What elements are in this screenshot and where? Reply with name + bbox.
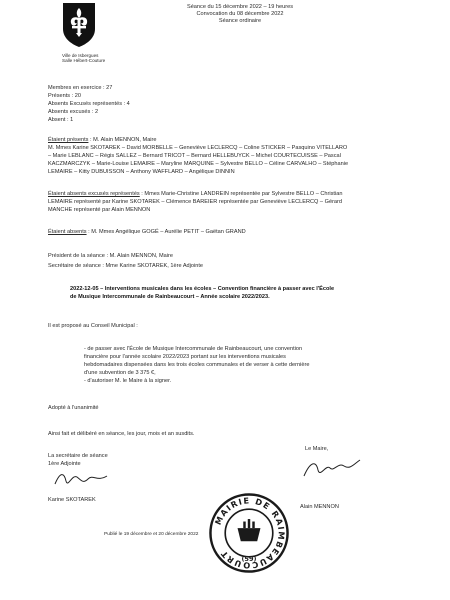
- mayor-signature: [300, 456, 364, 482]
- session-secretary: Secrétaire de séance : Mme Karine SKOTAREK, 1ère Adjointe: [48, 263, 204, 269]
- proposal-intro: Il est proposé au Conseil Municipal :: [48, 323, 138, 329]
- absents-label: Étaient absents: [48, 229, 87, 235]
- svg-text:(59): (59): [241, 554, 257, 563]
- vote-result: Adopté à l'unanimité: [48, 405, 99, 411]
- excused-label: Étaient absents excusés représentés: [48, 191, 140, 197]
- absent-count: Absent : 1: [48, 117, 74, 123]
- members-count: Membres en exercice : 27: [48, 85, 113, 91]
- publication-note: Publié le 19 décembre et 20 décembre 2022: [104, 532, 199, 537]
- session-type: Séance ordinaire: [218, 18, 262, 24]
- convocation-date: Convocation du 08 décembre 2022: [196, 11, 284, 17]
- presents-line-2: M. Mmes Karine SKOTAREK – David MORBELLE – Geneviève LECLERCQ – Coline STICKER – Pasquino VITELLARO: [48, 145, 348, 151]
- secretary-signature-title: La secrétaire de séance: [48, 453, 108, 459]
- resolution-title-1: 2022-12-05 – Interventions musicales dans les écoles – Convention financière à passer avec l'École: [70, 286, 335, 292]
- session-president: Président de la séance : M. Alain MENNON, Maire: [48, 253, 173, 259]
- resolution-title-2: de Musique Intercommunale de Rainbeaucourt – Année scolaire 2022/2023.: [70, 294, 270, 300]
- city-crest-logo: [62, 2, 96, 48]
- excused-count: Absents excusés : 2: [48, 109, 99, 115]
- session-date: Séance du 15 décembre 2022 – 19 heures: [186, 4, 294, 10]
- presents-line-4: KACZMARCZYK – Marie-Louise LEMAIRE – Maryline MARQUINE – Sylvestre BELLO – Céline CARVALHO – Stéphanie: [48, 161, 349, 167]
- proposal-line-1: - de passer avec l'École de Musique Intercommunale de Rainbeaucourt, une convention: [84, 346, 303, 352]
- presents-line-3: – Marie LEBLANC – Régis SALLEZ – Bernard TRICOT – Bernard HELLEBUYCK – Michel COURTECUISSE – Pascal: [48, 153, 341, 159]
- proposal-line-5: - d'autoriser M. le Maire à la signer.: [84, 378, 172, 384]
- presents-line-5: LEMAIRE – Kitty DUBUISSON – Anthony WAFFLARD – Angélique DINNIN: [48, 169, 235, 175]
- excused-line-1: Étaient absents excusés représentés : Mmes Marie-Christine LANDREIN représentée par Sylvestre BELLO – Christian: [48, 191, 343, 197]
- absents-line: Étaient absents : M. Mmes Angélique GOGÉ – Aurélie PETIT – Gaëtan GRAND: [48, 229, 246, 235]
- mayor-title: Le Maire,: [305, 446, 329, 452]
- proposal-line-3: hebdomadaires dispensées dans les trois écoles communales et de verser à cette dernière: [84, 362, 310, 368]
- secretary-name: Karine SKOTAREK: [48, 497, 96, 503]
- proposal-line-4: d'une subvention de 3 375 €,: [84, 370, 156, 376]
- svg-text:MAIRIE DE RAIMBEAUCOURT: MAIRIE DE RAIMBEAUCOURT: [212, 495, 287, 571]
- closing-statement: Ainsi fait et délibéré en séance, les jour, mois et an susdits.: [48, 431, 195, 437]
- presents-line-1: Étaient présents : M. Alain MENNON, Maire: [48, 137, 157, 143]
- present-count: Présents : 20: [48, 93, 81, 99]
- secretary-signature: [52, 468, 112, 490]
- excused-line-3: MANCHE représenté par Alain MENNON: [48, 207, 151, 213]
- presents-label: Étaient présents: [48, 137, 89, 143]
- logo-caption-1: Ville de Isbergues: [62, 53, 99, 58]
- logo-caption-2: Salle Hébert-Couture: [62, 58, 106, 63]
- mayor-name: Alain MENNON: [300, 504, 339, 510]
- town-hall-stamp: [208, 492, 290, 574]
- excused-represented-count: Absents Excusés représentés : 4: [48, 101, 130, 107]
- excused-line-2: LEMAIRE représenté par Karine SKOTAREK – Clémence BAREIER représentée par Geneviève LECLERCQ – Gérard: [48, 199, 343, 205]
- secretary-signature-role: 1ère Adjointe: [48, 461, 81, 467]
- proposal-line-2: financière pour l'année scolaire 2022/2023 portant sur les interventions musicales: [84, 354, 286, 360]
